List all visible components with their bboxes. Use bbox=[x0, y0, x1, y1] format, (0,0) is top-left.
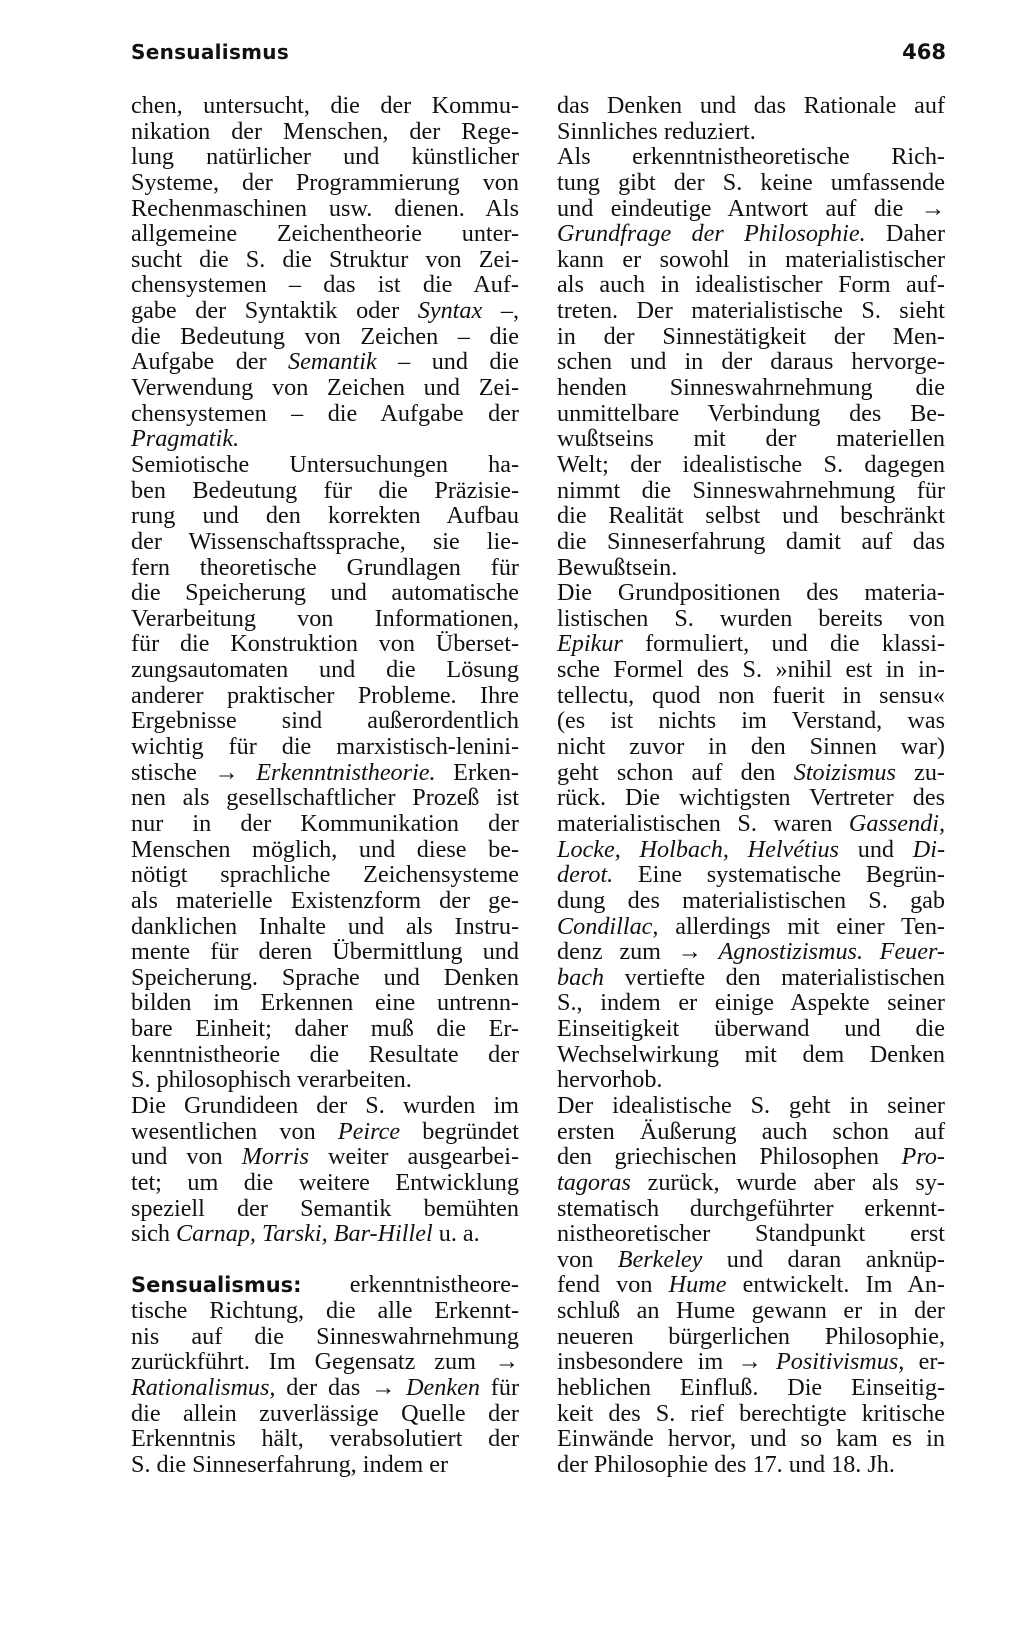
text-line bbox=[131, 1452, 519, 1478]
text-run: tet; um die weitere Entwicklung bbox=[131, 1168, 519, 1196]
text-run: geht schon auf den bbox=[557, 758, 794, 786]
text-run: u. a. bbox=[432, 1220, 480, 1248]
text-line bbox=[557, 324, 945, 350]
italic-term: bach bbox=[557, 963, 605, 991]
text-line bbox=[131, 144, 519, 170]
italic-term: Erkenntnistheorie. bbox=[256, 758, 436, 786]
text-line bbox=[131, 1272, 519, 1298]
text-line bbox=[557, 1016, 945, 1042]
text-line bbox=[131, 965, 519, 991]
text-run: denz zum → bbox=[557, 938, 719, 966]
text-run: heblichen Einfluß. Die Einseitig- bbox=[557, 1374, 945, 1402]
text-line bbox=[557, 503, 945, 529]
text-run: treten. Der materialistische S. sieht bbox=[557, 297, 945, 325]
text-run: und von bbox=[131, 1143, 242, 1171]
text-run: Systeme, der Programmierung von bbox=[131, 168, 519, 196]
text-line bbox=[131, 606, 519, 632]
text-line bbox=[131, 529, 519, 555]
text-run: lung natürlicher und künstlicher bbox=[131, 143, 519, 171]
italic-term: Positivismus, bbox=[775, 1348, 905, 1376]
text-run: als auch in idealistischer Form auf- bbox=[557, 271, 945, 299]
text-line bbox=[557, 862, 945, 888]
text-line bbox=[131, 1196, 519, 1222]
text-run: ersten Äußerung auch schon auf bbox=[557, 1117, 945, 1145]
text-run: Sinnliches reduziert. bbox=[557, 117, 756, 145]
text-run: henden Sinneswahrnehmung die bbox=[557, 374, 945, 402]
text-line bbox=[557, 990, 945, 1016]
text-line bbox=[131, 631, 519, 657]
text-run: die Realität selbst und beschränkt bbox=[557, 502, 945, 530]
text-line bbox=[557, 529, 945, 555]
text-run: S., indem er einige Aspekte seiner bbox=[557, 989, 945, 1017]
text-run: entwickelt. Im An- bbox=[726, 1271, 945, 1299]
text-run: tische Richtung, die alle Erkennt- bbox=[131, 1297, 519, 1325]
text-line bbox=[131, 734, 519, 760]
text-run: allerdings mit einer Ten- bbox=[658, 912, 945, 940]
text-line bbox=[131, 785, 519, 811]
text-run: sche Formel des S. »nihil est in in- bbox=[557, 656, 945, 684]
text-run: schluß an Hume gewann er in der bbox=[557, 1297, 945, 1325]
text-run: tung gibt der S. keine umfassende bbox=[557, 168, 945, 196]
text-line bbox=[131, 1375, 519, 1401]
text-line bbox=[557, 1196, 945, 1222]
text-run: den griechischen Philosophen bbox=[557, 1143, 902, 1171]
text-run: der Philosophie des 17. und 18. Jh. bbox=[557, 1450, 895, 1478]
text-run: Einwände hervor, und so kam es in bbox=[557, 1425, 945, 1453]
text-line bbox=[131, 119, 519, 145]
text-line bbox=[557, 631, 945, 657]
text-line bbox=[131, 1067, 519, 1093]
text-run: keit des S. rief berechtigte kritische bbox=[557, 1399, 945, 1427]
italic-term: Gassendi, bbox=[848, 809, 945, 837]
text-run: anderer praktischer Probleme. Ihre bbox=[131, 681, 519, 709]
text-run: Einseitigkeit überwand und die bbox=[557, 1015, 945, 1043]
text-line bbox=[131, 555, 519, 581]
text-line bbox=[557, 426, 945, 452]
text-run: insbesondere im → bbox=[557, 1348, 776, 1376]
text-run: Daher bbox=[865, 220, 945, 248]
text-line bbox=[131, 1170, 519, 1196]
text-line bbox=[131, 760, 519, 786]
text-line bbox=[557, 1298, 945, 1324]
text-line bbox=[557, 401, 945, 427]
text-run: die Speicherung und automatische bbox=[131, 579, 519, 607]
text-run: ben Bedeutung für die Präzisie- bbox=[131, 476, 519, 504]
italic-term: Pro- bbox=[901, 1143, 945, 1171]
italic-term: Syntax bbox=[417, 297, 483, 325]
text-line bbox=[557, 555, 945, 581]
text-line bbox=[131, 93, 519, 119]
text-line bbox=[557, 1144, 945, 1170]
italic-term: Denken bbox=[406, 1374, 480, 1402]
text-run: erkenntnistheore- bbox=[301, 1271, 519, 1299]
text-run: Ergebnisse sind außerordentlich bbox=[131, 707, 519, 735]
text-line bbox=[557, 1170, 945, 1196]
text-line bbox=[557, 683, 945, 709]
text-run: wesentlichen von bbox=[131, 1117, 338, 1145]
text-run: (es ist nichts im Verstand, was bbox=[557, 707, 945, 735]
text-run: fend von bbox=[557, 1271, 669, 1299]
italic-term: Rationalismus, bbox=[131, 1374, 276, 1402]
text-run: nur in der Kommunikation der bbox=[131, 809, 519, 837]
text-line bbox=[131, 272, 519, 298]
text-line bbox=[131, 657, 519, 683]
text-line bbox=[131, 1144, 519, 1170]
text-line bbox=[557, 221, 945, 247]
text-line bbox=[131, 375, 519, 401]
text-run: formuliert, und die klassi- bbox=[622, 630, 945, 658]
text-line bbox=[131, 503, 519, 529]
text-run: die Bedeutung von Zeichen – die bbox=[131, 322, 519, 350]
text-run: Bewußtsein. bbox=[557, 553, 678, 581]
italic-term: derot. bbox=[557, 861, 614, 889]
text-line bbox=[131, 1349, 519, 1375]
text-run: für die Konstruktion von Überset- bbox=[131, 630, 519, 658]
text-line bbox=[131, 1093, 519, 1119]
text-line bbox=[131, 862, 519, 888]
text-line bbox=[557, 1324, 945, 1350]
text-line bbox=[131, 990, 519, 1016]
text-run: neueren bürgerlichen Philosophie, bbox=[557, 1322, 945, 1350]
italic-term: Pragmatik. bbox=[131, 425, 240, 453]
text-run: nis auf die Sinneswahrnehmung bbox=[131, 1322, 519, 1350]
text-run: – und die bbox=[376, 348, 519, 376]
text-line bbox=[557, 170, 945, 196]
entry-separator bbox=[131, 1247, 519, 1273]
italic-term: Stoizismus bbox=[793, 758, 896, 786]
text-line bbox=[557, 760, 945, 786]
text-line bbox=[557, 1349, 945, 1375]
text-run: hervorhob. bbox=[557, 1066, 663, 1094]
text-run: Semiotische Untersuchungen ha- bbox=[131, 450, 519, 478]
text-run: rück. Die wichtigsten Vertreter des bbox=[557, 784, 945, 812]
italic-term: Epikur bbox=[557, 630, 623, 658]
text-line bbox=[557, 1272, 945, 1298]
text-run: gabe der Syntaktik oder bbox=[131, 297, 418, 325]
text-line bbox=[557, 888, 945, 914]
text-line bbox=[557, 734, 945, 760]
text-run: –, bbox=[482, 297, 519, 325]
text-line bbox=[131, 478, 519, 504]
text-run: Menschen möglich, und diese be- bbox=[131, 835, 519, 863]
text-run: nötigt sprachliche Zeichensysteme bbox=[131, 861, 519, 889]
text-line bbox=[131, 401, 519, 427]
text-run: begründet bbox=[400, 1117, 519, 1145]
text-line bbox=[557, 196, 945, 222]
running-headword: Sensualismus bbox=[131, 40, 290, 64]
text-line bbox=[557, 657, 945, 683]
text-line bbox=[557, 708, 945, 734]
text-line bbox=[557, 375, 945, 401]
text-run: in der Sinnestätigkeit der Men- bbox=[557, 322, 945, 350]
text-run: fern theoretische Grundlagen für bbox=[131, 553, 519, 581]
page-number: 468 bbox=[902, 40, 946, 64]
text-run: stematisch durchgeführter erkennt- bbox=[557, 1194, 945, 1222]
italic-term: Agnostizismus. Feuer- bbox=[718, 938, 945, 966]
text-line bbox=[557, 478, 945, 504]
italic-term: Di- bbox=[912, 835, 945, 863]
text-line bbox=[131, 939, 519, 965]
text-run: kann er sowohl in materialistischer bbox=[557, 245, 945, 273]
text-line bbox=[131, 298, 519, 324]
text-run: Der idealistische S. geht in seiner bbox=[557, 1091, 945, 1119]
text-run: nicht zuvor in den Sinnen war) bbox=[557, 733, 945, 761]
text-run: Rechenmaschinen usw. dienen. Als bbox=[131, 194, 519, 222]
text-run: Verarbeitung von Informationen, bbox=[131, 604, 519, 632]
text-run: der das → bbox=[275, 1374, 407, 1402]
entry-headword: Sensualismus: bbox=[131, 1273, 302, 1298]
text-run: Erkenntnis hält, verabsolutiert der bbox=[131, 1425, 519, 1453]
text-run: Verwendung von Zeichen und Zei- bbox=[131, 374, 519, 402]
text-run: die allein zuverlässige Quelle der bbox=[131, 1399, 519, 1427]
text-run: Erken- bbox=[435, 758, 519, 786]
text-run: Speicherung. Sprache und Denken bbox=[131, 963, 519, 991]
text-run: kenntnistheorie die Resultate der bbox=[131, 1040, 519, 1068]
italic-term: Hume bbox=[668, 1271, 727, 1299]
text-run: das Denken und das Rationale auf bbox=[557, 92, 945, 119]
text-line bbox=[557, 1247, 945, 1273]
text-run: wichtig für die marxistisch-lenini- bbox=[131, 733, 519, 761]
text-run: Welt; der idealistische S. dagegen bbox=[557, 450, 945, 478]
text-line bbox=[557, 580, 945, 606]
text-run: und daran anknüp- bbox=[702, 1245, 945, 1273]
text-run: zurückführt. Im Gegensatz zum → bbox=[131, 1348, 519, 1376]
text-line bbox=[131, 708, 519, 734]
text-run: Eine systematische Begrün- bbox=[613, 861, 945, 889]
text-run: sucht die S. die Struktur von Zei- bbox=[131, 245, 519, 273]
italic-term: Morris bbox=[241, 1143, 309, 1171]
text-run: Aufgabe der bbox=[131, 348, 289, 376]
text-line bbox=[131, 1298, 519, 1324]
text-run: S. die Sinneserfahrung, indem er bbox=[131, 1450, 449, 1478]
text-run: und eindeutige Antwort auf die → bbox=[557, 194, 945, 222]
text-line bbox=[557, 1375, 945, 1401]
text-run: sich bbox=[131, 1220, 177, 1248]
text-run: bilden im Erkennen eine untrenn- bbox=[131, 989, 519, 1017]
text-run: als materielle Existenzform der ge- bbox=[131, 886, 519, 914]
left-text-column bbox=[131, 93, 519, 1478]
text-line bbox=[557, 1067, 945, 1093]
text-run: stische → bbox=[131, 758, 257, 786]
text-run: Die Grundideen der S. wurden im bbox=[131, 1091, 519, 1119]
text-run: schen und in der daraus hervorge- bbox=[557, 348, 945, 376]
italic-term: Berkeley bbox=[617, 1245, 703, 1273]
text-run: bare Einheit; daher muß die Er- bbox=[131, 1015, 519, 1043]
text-run: zu- bbox=[895, 758, 945, 786]
right-text-column bbox=[557, 93, 945, 1478]
text-run: von bbox=[557, 1245, 618, 1273]
text-line bbox=[131, 1119, 519, 1145]
text-line bbox=[131, 1221, 519, 1247]
text-run: vertiefte den materialistischen bbox=[604, 963, 945, 991]
text-line bbox=[557, 1452, 945, 1478]
text-line bbox=[131, 888, 519, 914]
text-line bbox=[557, 1221, 945, 1247]
text-line bbox=[557, 939, 945, 965]
text-line bbox=[131, 683, 519, 709]
text-line bbox=[557, 785, 945, 811]
text-run: und bbox=[838, 835, 913, 863]
text-line bbox=[557, 1093, 945, 1119]
text-line bbox=[557, 1426, 945, 1452]
text-line bbox=[131, 324, 519, 350]
text-run: materialistischen S. waren bbox=[557, 809, 849, 837]
text-line bbox=[131, 452, 519, 478]
text-run: er- bbox=[904, 1348, 945, 1376]
text-run: chensystemen – die Aufgabe der bbox=[131, 399, 519, 427]
text-line bbox=[131, 1426, 519, 1452]
text-line bbox=[131, 1042, 519, 1068]
text-run: danklichen Inhalte und als Instru- bbox=[131, 912, 519, 940]
text-line bbox=[131, 426, 519, 452]
text-line bbox=[131, 1016, 519, 1042]
text-run: der Wissenschaftssprache, sie lie- bbox=[131, 527, 519, 555]
text-line bbox=[557, 247, 945, 273]
text-run: nimmt die Sinneswahrnehmung für bbox=[557, 476, 945, 504]
text-run: Die Grundpositionen des materia- bbox=[557, 579, 945, 607]
text-line bbox=[131, 170, 519, 196]
text-line bbox=[557, 811, 945, 837]
text-line bbox=[131, 914, 519, 940]
text-run: nikation der Menschen, der Rege- bbox=[131, 117, 519, 145]
running-header bbox=[131, 40, 946, 80]
text-run: mente für deren Übermittlung und bbox=[131, 938, 519, 966]
text-line bbox=[131, 1401, 519, 1427]
text-run: nistheoretischer Standpunkt erst bbox=[557, 1220, 945, 1248]
italic-term: Locke, Holbach, Helvétius bbox=[557, 835, 839, 863]
italic-term: Peirce bbox=[337, 1117, 401, 1145]
text-run: unmittelbare Verbindung des Be- bbox=[557, 399, 945, 427]
text-run: speziell der Semantik bemühten bbox=[131, 1194, 519, 1222]
text-line bbox=[131, 580, 519, 606]
text-run: Wechselwirkung mit dem Denken bbox=[557, 1040, 945, 1068]
text-line bbox=[557, 272, 945, 298]
text-line bbox=[557, 298, 945, 324]
text-run: für bbox=[479, 1374, 519, 1402]
text-line bbox=[557, 914, 945, 940]
text-line bbox=[557, 144, 945, 170]
text-line bbox=[557, 965, 945, 991]
text-line bbox=[557, 1401, 945, 1427]
text-run: rung und den korrekten Aufbau bbox=[131, 502, 519, 530]
italic-term: Semantik bbox=[288, 348, 377, 376]
text-line bbox=[557, 1042, 945, 1068]
text-line bbox=[557, 1119, 945, 1145]
text-run: Als erkenntnistheoretische Rich- bbox=[557, 143, 945, 171]
text-line bbox=[557, 93, 945, 119]
text-run: nen als gesellschaftlicher Prozeß ist bbox=[131, 784, 519, 812]
text-line bbox=[557, 119, 945, 145]
italic-term: Condillac, bbox=[557, 912, 659, 940]
text-run: zungsautomaten und die Lösung bbox=[131, 656, 519, 684]
text-line bbox=[131, 247, 519, 273]
italic-term: Carnap, Tarski, Bar-Hillel bbox=[176, 1220, 433, 1248]
text-line bbox=[557, 452, 945, 478]
text-line bbox=[131, 196, 519, 222]
text-line bbox=[131, 837, 519, 863]
text-line bbox=[131, 1324, 519, 1350]
text-run: listischen S. wurden bereits von bbox=[557, 604, 945, 632]
italic-term: Grundfrage der Philosophie. bbox=[557, 220, 866, 248]
text-run: zurück, wurde aber als sy- bbox=[630, 1168, 945, 1196]
text-line bbox=[557, 837, 945, 863]
text-run: weiter ausgearbei- bbox=[308, 1143, 520, 1171]
text-run: chensystemen – das ist die Auf- bbox=[131, 271, 519, 299]
text-run: wußtseins mit der materiellen bbox=[557, 425, 945, 453]
text-line bbox=[557, 349, 945, 375]
text-line bbox=[131, 349, 519, 375]
text-line bbox=[131, 221, 519, 247]
text-run: tellectu, quod non fuerit in sensu« bbox=[557, 681, 945, 709]
text-run: S. philosophisch verarbeiten. bbox=[131, 1066, 412, 1094]
italic-term: tagoras bbox=[557, 1168, 631, 1196]
text-run: die Sinneserfahrung damit auf das bbox=[557, 527, 945, 555]
text-run: dung des materialistischen S. gab bbox=[557, 886, 945, 914]
text-line bbox=[131, 811, 519, 837]
text-run: chen, untersucht, die der Kommu- bbox=[131, 92, 519, 119]
text-run: allgemeine Zeichentheorie unter- bbox=[131, 220, 519, 248]
text-line bbox=[557, 606, 945, 632]
